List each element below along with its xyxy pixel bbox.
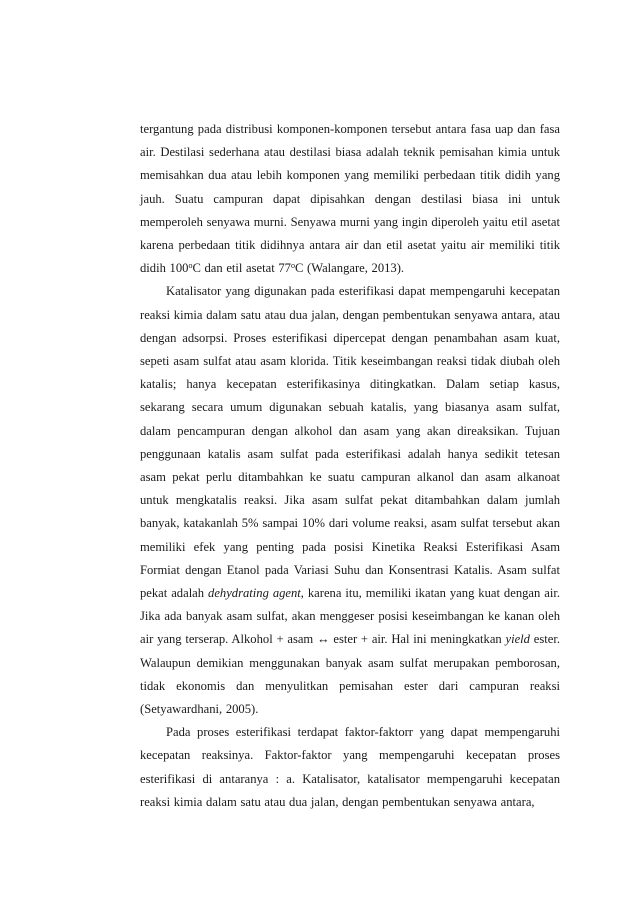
- paragraph-1: [140, 118, 560, 280]
- italic-term: yield: [505, 632, 530, 647]
- body-text: [140, 118, 560, 814]
- degree-mark: o: [290, 261, 295, 271]
- text-run: tergantung pada distribusi komponen-komponen tersebut antara fasa uap dan fasa air. Destilasi sederhana atau destilasi biasa adalah teknik pemisahan kimia untuk memisahkan dua atau lebih komponen yang memiliki perbedaan titik didih yang jauh. Suatu campuran dapat dipisahkan dengan destilasi biasa ini untuk memperoleh senyawa murni. Senyawa murni yang ingin diperoleh yaitu etil asetat karena perbedaan titik didihnya antara air dan etil asetat yaitu air memiliki titik didih 100: [140, 122, 560, 276]
- text-run: Katalisator yang digunakan pada esterifikasi dapat mempengaruhi kecepatan reaksi kimia dalam satu atau dua jalan, dengan pembentukan senyawa antara, atau dengan adsorpsi. Proses esterifikasi dipercepat dengan penambahan asam kuat, sepeti asam sulfat atau asam klorida. Titik keseimbangan reaksi tidak diubah oleh katalis; hanya kecepatan esterifikasinya ditingkatkan. Dalam setiap kasus, sekarang secara umum digunakan sebuah katalis, yang biasanya asam sulfat, dalam pencampuran dengan alkohol dan asam yang akan direaksikan. Tujuan penggunaan katalis asam sulfat pada esterifikasi adalah hanya sedikit tetesan asam pekat perlu ditambahkan ke suatu campuran alkanol dan asam alkanoat untuk mengkatalis reaksi. Jika asam sulfat pekat ditambahkan dalam jumlah banyak, katakanlah 5% sampai 10% dari volume reaksi, asam sulfat tersebut akan memiliki efek yang penting pada posisi Kinetika Reaksi Esterifikasi Asam Formiat dengan Etanol pada Variasi Suhu dan Konsentrasi Katalis. Asam sulfat pekat adalah: [140, 284, 560, 601]
- paragraph-3: [140, 721, 560, 814]
- text-run: C dan etil asetat 77: [192, 261, 291, 276]
- text-run: , karena itu, memiliki ikatan yang kuat dengan air. Jika ada banyak asam sulfat, akan menggeser posisi keseimbangan ke kanan oleh air yang terserap. Alkohol + asam ↔ ester + air. Hal ini meningkatkan: [140, 586, 560, 647]
- text-run: C (Walangare, 2013).: [294, 261, 405, 276]
- degree-mark: o: [188, 261, 193, 271]
- text-run: Pada proses esterifikasi terdapat faktor-faktorr yang dapat mempengaruhi kecepatan reaksinya. Faktor-faktor yang mempengaruhi kecepatan proses esterifikasi di antaranya : a. Katalisator, katalisator mempengaruhi kecepatan reaksi kimia dalam satu atau dua jalan, dengan pembentukan senyawa antara,: [140, 725, 560, 809]
- text-run: ester. Walaupun demikian menggunakan banyak asam sulfat merupakan pemborosan, tidak ekonomis dan menyulitkan pemisahan ester dari campuran reaksi (Setyawardhani, 2005).: [140, 632, 560, 717]
- paragraph-2: [140, 280, 560, 721]
- italic-term: dehydrating agent: [208, 586, 301, 601]
